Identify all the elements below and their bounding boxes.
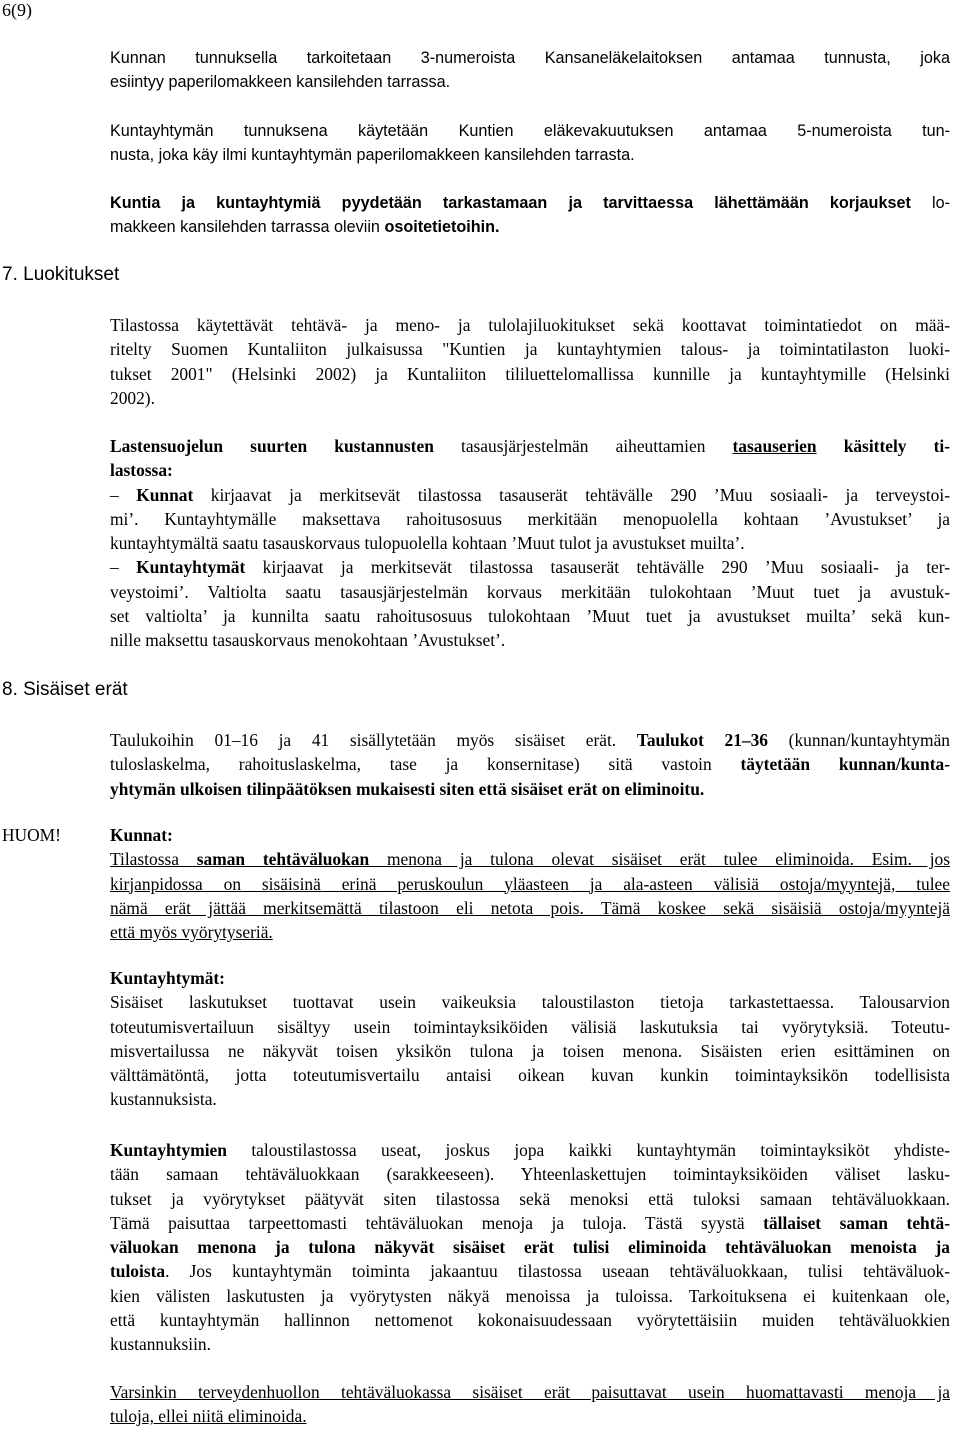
text-line: Tilastossa käytettävät tehtävä- ja meno- ja tulolajiluokitukset sekä koottavat toimintatiedot on mää- (110, 315, 950, 335)
text-line: tukset ja vyörytykset päätyvät siten tilastossa sekä menoksi että tuloksi samaan tehtäväluokkaan. (110, 1188, 950, 1209)
text-line (110, 1259, 950, 1283)
paragraph-tasauserat (110, 434, 950, 653)
bold-text: väluokan menona ja tulona näkyvät sisäiset erät tulisi eliminoida tehtäväluokan menoista ja (110, 1237, 950, 1258)
text-line: nämä erät jättää merkitsemättä tilastoon eli netota pois. Tämä koskee sekä sisäisiä ostoja/myyntejä (110, 897, 950, 918)
paragraph-kunnat (110, 823, 950, 944)
paragraph-kunnan-tunnus (110, 46, 950, 95)
text-span: tasausjärjestelmän aiheuttamien (433, 436, 733, 456)
text-line: veystoimi’. Valtiolta saatu tasausjärjestelmän korvaus merkitään tulokohtaan ’Muut tuet ja avustuk- (110, 581, 950, 602)
text-line (110, 215, 950, 239)
text-line (110, 823, 950, 847)
heading-sisaiset-erat: 8. Sisäiset erät (2, 679, 128, 700)
text-span: lo- (910, 194, 950, 212)
bold-text: tällaiset saman tehtä- (763, 1212, 951, 1233)
text-line (110, 191, 950, 215)
text-line (110, 1211, 950, 1235)
text-span: Taulukoihin 01–16 ja 41 sisällytetään myös sisäiset erät. (110, 730, 637, 750)
text-line: tukset 2001" (Helsinki 2002) ja Kuntaliiton tililuettelomallissa kunnille ja kuntayhtymille (Helsinki (110, 363, 950, 384)
section-title: Kuntayhtymät: (110, 968, 225, 988)
bold-text: Kuntayhtymien (110, 1140, 227, 1160)
bold-text: täytetään kunnan/kunta- (740, 754, 950, 775)
text-line: tuloja, ellei niitä eliminoida. (110, 1406, 307, 1427)
text-span: taloustilastossa useat, joskus jopa kaikki kuntayhtymän toimintayksiköt yhdiste- (226, 1140, 950, 1160)
paragraph-taulukot (110, 728, 950, 801)
text-line: 2002). (110, 387, 155, 408)
text-span: kirjaavat ja merkitsevät tilastossa tasauserät tehtävälle 290 ’Muu sosiaali- ja terveystoi- (193, 484, 950, 505)
text-line: toteutumisvertailuun sisältyy usein toimintayksiköiden välisiä laskutuksia tai vyörytyksiä. Toteutu- (110, 1016, 950, 1037)
text-line: mi’. Kuntayhtymälle maksettava rahoitusosuus merkitään menopuolella kohtaan ’Avustukset’ ja (110, 508, 950, 529)
text-line: ritelty Suomen Kuntaliiton julkaisussa "Kuntien ja kuntayhtymien talous- ja toimintatilaston luoki- (110, 339, 950, 360)
text-span: Tämä paisuttaa tarpeettomasti tehtäväluokan menoja ja tuloja. Tästä syystä (110, 1212, 764, 1233)
paragraph-luokitukset (110, 313, 950, 410)
text-line: että myös vyörytyseriä. (110, 922, 273, 943)
text-line (110, 555, 950, 579)
text-line (110, 434, 950, 458)
text-line: set valtiolta’ ja kunnilta saatu rahoitusosuus tulokohtaan ’Muut tuet ja avustukset muilta’ sekä kun- (110, 606, 950, 627)
paragraph-tarkastus (110, 191, 950, 240)
text-line: kien välisten laskutusten ja vyörytysten näkyä menoissa ja tuloissa. Tarkoituksena ei kuitenkaan ole, (110, 1285, 950, 1306)
text-line (110, 752, 950, 776)
bold-text: Kuntayhtymät (136, 557, 246, 578)
text-line: Kunnan tunnuksella tarkoitetaan 3-numeroista Kansaneläkelaitoksen antamaa tunnusta, joka (110, 49, 950, 67)
bold-text: osoitetietoihin. (384, 218, 500, 237)
text-line (110, 777, 950, 801)
text-span: (kunnan/kuntayhtymän (768, 730, 950, 750)
bold-text: Kuntia ja kuntayhtymiä pyydetään tarkastamaan ja tarvittaessa lähettämään korjaukset (110, 194, 911, 212)
bold-text: Kunnat (136, 484, 194, 505)
text-span: . Jos kuntayhtymän toiminta jakaantuu tilastossa useaan tehtäväluokkaan, tulisi tehtäväluok- (165, 1261, 950, 1282)
text-line (110, 483, 950, 507)
bold-text: lastossa: (110, 460, 173, 481)
text-line: Sisäiset laskutukset tuottavat usein vaikeuksia taloustilaston tietoja tarkastettaessa. Talousarvion (110, 992, 950, 1013)
text-line: kuntayhtymältä saatu tasauskorvaus tulopuolella kohtaan ’Muut tulot ja avustukset muilta’. (110, 533, 745, 554)
paragraph-kuntayhtymien-taloustilasto (110, 1138, 950, 1357)
text-span: tuloslaskelma, rahoituslaskelma, tase ja konsernitase) sitä vastoin (110, 754, 741, 775)
dash-bullet: – (110, 557, 137, 578)
text-line (110, 1235, 950, 1259)
text-line: kustannuksiin. (110, 1334, 211, 1355)
text-line: välttämätöntä, jotta toteutumisvertailu antaisi oikean kuvan kunkin toimintayksikön todellisista (110, 1065, 950, 1086)
bold-text: Lastensuojelun suurten kustannusten (110, 436, 434, 456)
bold-text: Taulukot 21–36 (636, 730, 769, 750)
text-line: kustannuksista. (110, 1089, 217, 1110)
text-line: että kuntayhtymän hallinnon nettomenot kokonaisuudessaan vyörytettäisiin muiden tehtäväluokkien (110, 1310, 950, 1331)
bold-text: tuloista (110, 1261, 166, 1282)
text-line: Varsinkin terveydenhuollon tehtäväluokassa sisäiset erät paisuttavat usein huomattavasti menoja ja (110, 1382, 950, 1402)
paragraph-kuntayhtyman-tunnus (110, 119, 950, 168)
huom-label: HUOM! (2, 825, 61, 845)
text-line (110, 1138, 950, 1162)
text-line: tään samaan tehtäväluokkaan (sarakkeeseen). Yhteenlaskettujen toimintayksiköiden väliset lasku- (110, 1164, 950, 1185)
page-number: 6(9) (2, 0, 32, 20)
text-line (110, 847, 950, 871)
text-line: esiintyy paperilomakkeen kansilehden tarrassa. (110, 73, 451, 92)
text-line (110, 728, 950, 752)
text-line: misvertailussa ne näkyvät toisen yksikön tulona ja toisen menona. Sisäisten erien esittäminen on (110, 1040, 950, 1061)
text-line: nusta, joka käy ilmi kuntayhtymän paperilomakkeen kansilehden tarrasta. (110, 146, 635, 165)
text-span: kirjaavat ja merkitsevät tilastossa tasauserät tehtävälle 290 ’Muu sosiaali- ja ter- (245, 557, 950, 578)
heading-luokitukset: 7. Luokitukset (2, 264, 120, 285)
section-title: Kunnat: (110, 825, 173, 845)
text-line: kirjanpidossa on sisäisinä erinä peruskoulun yläasteen ja ala-asteen välisiä ostoja/myyntejä, tulee (110, 873, 950, 894)
paragraph-terveydenhuolto (110, 1380, 950, 1429)
text-line (110, 458, 950, 482)
text-line: Kuntayhtymän tunnuksena käytetään Kuntien eläkevakuutuksen antamaa 5-numeroista tun- (110, 122, 950, 140)
text-span: makkeen kansilehden tarrassa oleviin (110, 218, 385, 237)
bold-underlined-text: tasauserien (732, 436, 817, 456)
paragraph-kuntayhtymat (110, 966, 950, 1112)
bold-text: saman tehtäväluokan (196, 849, 370, 870)
bold-text: käsittely ti- (816, 436, 951, 456)
text-span: menona ja tulona olevat sisäiset erät tulee eliminoida. Esim. jos (369, 849, 950, 870)
text-line: nille maksettu tasauskorvaus menokohtaan ’Avustukset’. (110, 630, 506, 651)
text-span: Tilastossa (110, 849, 197, 870)
text-line (110, 966, 950, 990)
dash-bullet: – (110, 484, 137, 505)
bold-text: yhtymän ulkoisen tilinpäätöksen mukaisesti siten että sisäiset erät on eliminoitu. (110, 778, 705, 799)
